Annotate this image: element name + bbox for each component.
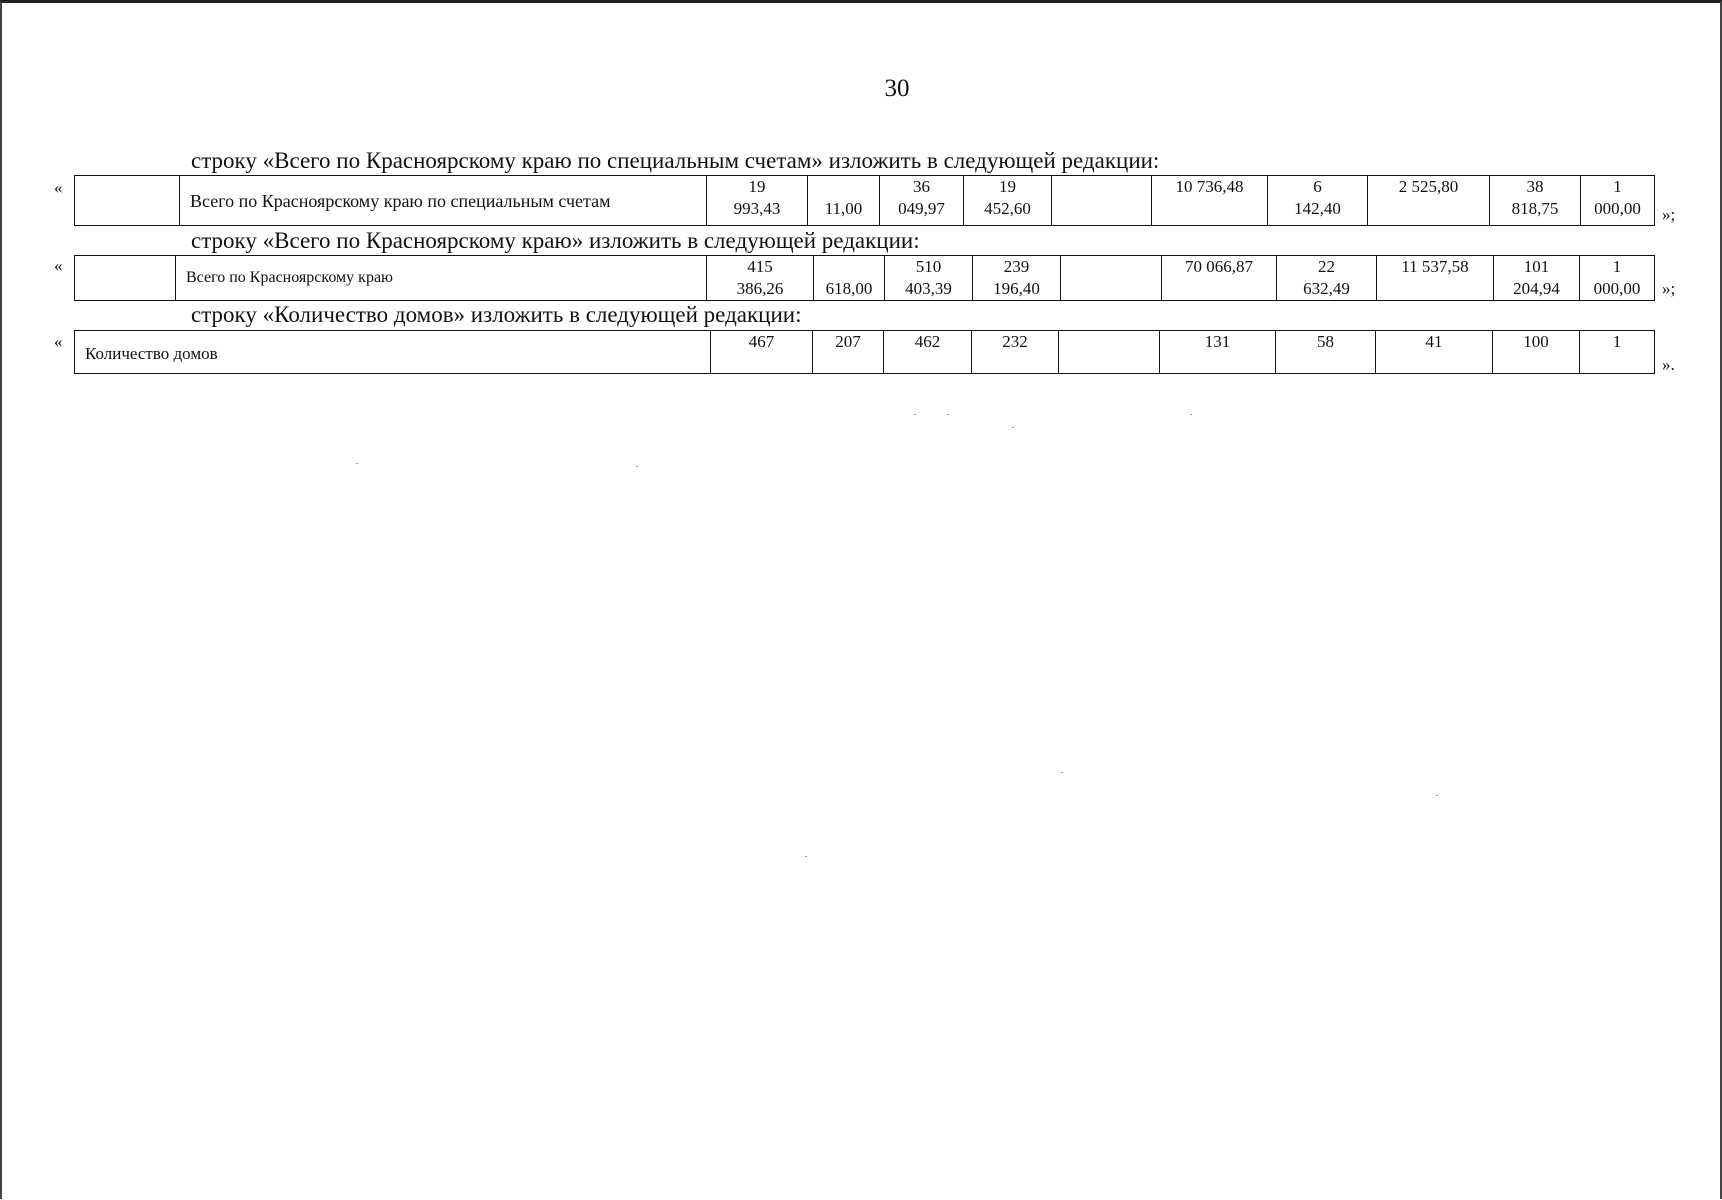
value-line-2: 403,39 (905, 279, 952, 298)
row-label: Всего по Красноярскому краю (176, 256, 707, 301)
value-line-2: 000,00 (1594, 199, 1641, 218)
value-cell (1061, 256, 1162, 301)
empty-cell (75, 256, 176, 301)
scan-speck (636, 466, 638, 467)
scan-speck (1190, 414, 1192, 415)
value-cell (1580, 256, 1655, 301)
scan-speck (1436, 795, 1438, 796)
value-line-2 (1156, 198, 1263, 220)
value-cell (880, 176, 964, 226)
page-number: 30 (884, 75, 910, 102)
value-line-1: 19 (748, 177, 766, 196)
value-cell: 1 (1580, 331, 1655, 374)
row-label: Всего по Красноярскому краю по специальным счетам (180, 176, 707, 226)
value-line-2: 196,40 (993, 279, 1040, 298)
value-cell (1059, 331, 1160, 374)
scan-speck (1061, 772, 1063, 773)
scan-speck (1012, 427, 1014, 428)
table-row (75, 176, 1655, 226)
value-cell (1152, 176, 1268, 226)
closing-quote: »; (1662, 205, 1676, 224)
value-cell: 232 (972, 331, 1059, 374)
value-cell (1368, 176, 1490, 226)
replacement-row-table (74, 330, 1655, 374)
value-line-1: 10 736,48 (1175, 177, 1244, 196)
instruction-text: строку «Всего по Красноярскому краю по специальным счетам» изложить в следующей редакции: (191, 148, 1160, 173)
value-cell: 41 (1376, 331, 1493, 374)
value-line-1 (1065, 256, 1157, 278)
value-line-1: 11 537,58 (1401, 257, 1469, 276)
value-line-1: 239 (1003, 257, 1030, 276)
value-cell (707, 176, 808, 226)
value-cell: 467 (711, 331, 813, 374)
value-line-2: 11,00 (824, 199, 863, 218)
value-line-1: 19 (999, 177, 1016, 196)
value-cell: 100 (1493, 331, 1580, 374)
table-row (75, 331, 1655, 374)
closing-quote: ». (1662, 355, 1675, 374)
value-line-2 (1381, 278, 1489, 300)
value-cell: 207 (813, 331, 884, 374)
value-line-1 (818, 256, 880, 278)
value-line-1: 22 (1318, 257, 1335, 276)
value-cell: 131 (1160, 331, 1276, 374)
value-cell (1490, 176, 1581, 226)
scan-speck (356, 463, 358, 464)
value-cell (1162, 256, 1277, 301)
value-line-2 (1166, 278, 1272, 300)
opening-quote: « (54, 256, 63, 275)
value-line-2: 386,26 (736, 279, 784, 298)
value-line-2: 142,40 (1294, 199, 1341, 218)
value-cell (707, 256, 814, 301)
value-line-2: 993,43 (733, 199, 781, 218)
opening-quote: « (54, 332, 63, 351)
scan-speck (805, 856, 807, 857)
value-line-1 (812, 176, 875, 198)
value-line-1 (1056, 176, 1147, 198)
instruction-text: строку «Всего по Красноярскому краю» изложить в следующей редакции: (191, 228, 920, 253)
empty-cell (75, 176, 180, 226)
value-line-1: 2 525,80 (1398, 177, 1459, 196)
scan-speck (914, 414, 916, 415)
value-line-2 (1056, 198, 1147, 220)
value-cell (814, 256, 885, 301)
value-line-2: 618,00 (825, 279, 873, 298)
value-cell (1581, 176, 1655, 226)
replacement-row-table (74, 255, 1655, 301)
value-line-1: 415 (747, 257, 773, 276)
row-label: Количество домов (75, 331, 711, 374)
value-cell: 58 (1276, 331, 1376, 374)
value-cell (1277, 256, 1377, 301)
value-line-1: 36 (913, 177, 930, 196)
value-cell: 462 (884, 331, 972, 374)
opening-quote: « (54, 178, 63, 197)
scan-speck (947, 414, 949, 415)
value-line-2: 000,00 (1593, 279, 1641, 298)
value-cell (885, 256, 973, 301)
value-line-1: 101 (1523, 257, 1550, 276)
value-line-1: 38 (1526, 177, 1544, 196)
value-line-1: 1 (1612, 257, 1622, 276)
value-cell (808, 176, 880, 226)
closing-quote: »; (1662, 279, 1676, 298)
value-line-2: 818,75 (1511, 199, 1559, 218)
value-line-2: 632,49 (1303, 279, 1350, 298)
replacement-row-table (74, 175, 1655, 226)
value-line-2 (1372, 198, 1485, 220)
value-line-2: 049,97 (898, 199, 945, 218)
value-line-1: 70 066,87 (1185, 257, 1253, 276)
value-line-1: 510 (915, 257, 942, 276)
value-line-2: 452,60 (984, 199, 1031, 218)
value-cell (1494, 256, 1580, 301)
value-line-2 (1065, 278, 1157, 300)
value-cell (1052, 176, 1152, 226)
table-row (75, 256, 1655, 301)
value-cell (964, 176, 1052, 226)
value-line-1: 1 (1613, 177, 1622, 196)
value-line-2: 204,94 (1513, 279, 1560, 298)
value-cell (973, 256, 1061, 301)
instruction-text: строку «Количество домов» изложить в следующей редакции: (191, 302, 802, 327)
value-cell (1268, 176, 1368, 226)
value-line-1: 6 (1313, 177, 1322, 196)
value-cell (1377, 256, 1494, 301)
